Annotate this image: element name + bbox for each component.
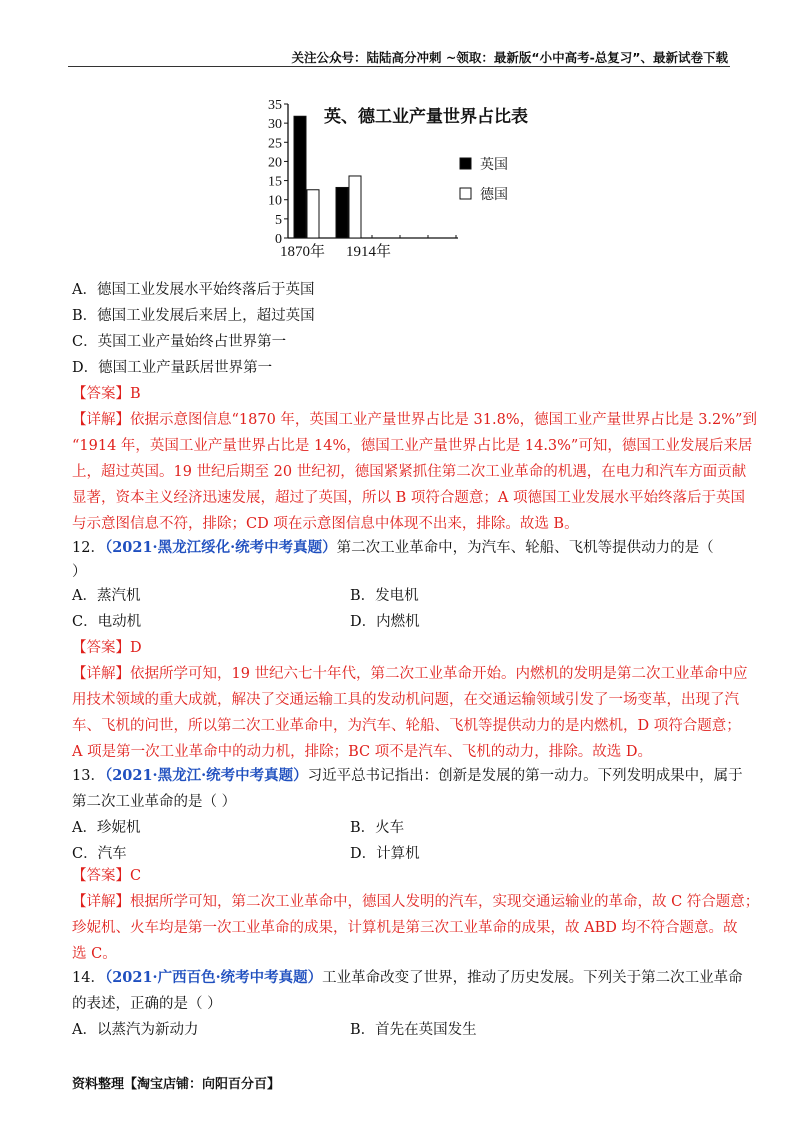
y-tick-label: 10	[268, 193, 282, 209]
page-footer: 资料整理【淘宝店铺：向阳百分百】	[72, 1077, 281, 1092]
q13-stem-text: 习近平总书记指出：创新是发展的第一动力。下列发明成果中，属于	[307, 768, 743, 784]
y-tick-label: 0	[275, 232, 282, 247]
q13-option-c: C．汽车	[72, 846, 127, 862]
q12-detail-line: A 项是第一次工业革命中的动力机，排除；BC 项不是汽车、飞机的动力，排除。故选 D。	[72, 744, 652, 760]
q11-option-b: B．德国工业发展后来居上，超过英国	[72, 308, 315, 324]
chart-title: 英、德工业产量世界占比表	[324, 107, 528, 127]
q11-answer: 【答案】B	[72, 386, 141, 402]
q14-stem	[72, 968, 743, 988]
industry-share-chart	[258, 100, 548, 268]
y-tick-label: 15	[268, 174, 282, 190]
q14-option-a: A．以蒸汽为新动力	[72, 1022, 199, 1038]
q13-option-b: B．火车	[350, 820, 405, 836]
q12-stem-cont: ）	[72, 564, 87, 580]
q11-option-c: C．英国工业产量始终占世界第一	[72, 334, 287, 350]
q13-stem	[72, 766, 743, 786]
bar-uk	[336, 187, 348, 238]
q13-source: （2021·黑龙江·统考中考真题）	[104, 767, 308, 784]
q11-option-a: A．德国工业发展水平始终落后于英国	[72, 282, 315, 298]
q12-stem	[72, 538, 714, 558]
q12-stem-text: 第二次工业革命中，为汽车、轮船、飞机等提供动力的是（	[336, 540, 714, 556]
q13-detail-line: 选 C。	[72, 946, 117, 962]
x-category-label: 1870年	[280, 244, 326, 260]
q12-detail-line: 【详解】依据所学可知，19 世纪六七十年代，第二次工业革命开始。内燃机的发明是第二次工业革命中应	[72, 666, 748, 682]
q11-detail-line: 显著，资本主义经济迅速发展，超过了英国，所以 B 项符合题意；A 项德国工业发展水平始终落后于英国	[72, 490, 745, 506]
header-divider	[68, 66, 730, 67]
legend-label: 德国	[480, 187, 508, 203]
q13-answer: 【答案】C	[72, 868, 142, 884]
y-tick-label: 20	[268, 155, 282, 171]
y-tick-label: 35	[268, 100, 282, 113]
q14-stem-cont: 的表述，正确的是（ ）	[72, 996, 222, 1012]
chart-svg	[258, 100, 548, 268]
legend-label: 英国	[480, 157, 508, 173]
q11-detail-line: 与示意图信息不符，排除；CD 项在示意图信息中体现不出来，排除。故选 B。	[72, 516, 579, 532]
bar-de	[307, 190, 319, 238]
q11-option-d: D．德国工业产量跃居世界第一	[72, 360, 273, 376]
q13-option-d: D．计算机	[350, 846, 420, 862]
q13-detail-line: 【详解】根据所学可知，第二次工业革命中，德国人发明的汽车，实现交通运输业的革命，故 C 符合题意；	[72, 894, 760, 910]
bar-de	[349, 176, 361, 238]
q14-stem-text: 工业革命改变了世界，推动了历史发展。下列关于第二次工业革命	[322, 970, 743, 986]
y-tick-label: 25	[268, 136, 282, 152]
legend-swatch	[460, 158, 471, 169]
q12-option-a: A．蒸汽机	[72, 588, 141, 604]
q12-option-c: C．电动机	[72, 614, 142, 630]
q12-detail-line: 车、飞机的问世，所以第二次工业革命中，为汽车、轮船、飞机等提供动力的是内燃机，D 项符合题意；	[72, 718, 741, 734]
q12-detail-line: 用技术领域的重大成就，解决了交通运输工具的发动机问题，在交通运输领域引发了一场变革，出现了汽	[72, 692, 739, 708]
q12-option-b: B．发电机	[350, 588, 419, 604]
q14-option-b: B．首先在英国发生	[350, 1022, 477, 1038]
q12-option-d: D．内燃机	[350, 614, 420, 630]
q14-number: 14．	[72, 970, 105, 986]
q11-detail-line: 【详解】依据示意图信息“1870 年，英国工业产量世界占比是 31.8%，德国工业产量世界占比是 3.2%”到	[72, 412, 757, 428]
q13-number: 13．	[72, 768, 105, 784]
q11-detail-line: “1914 年，英国工业产量世界占比是 14%，德国工业产量世界占比是 14.3%”可知，德国工业发展后来居	[72, 438, 753, 454]
q13-option-a: A．珍妮机	[72, 820, 141, 836]
legend-swatch	[460, 188, 471, 199]
q13-detail-line: 珍妮机、火车均是第一次工业革命的成果，计算机是第三次工业革命的成果，故 ABD 均不符合题意。故	[72, 920, 738, 936]
q14-source: （2021·广西百色·统考中考真题）	[104, 969, 323, 986]
q12-answer: 【答案】D	[72, 640, 142, 656]
q13-stem-cont: 第二次工业革命的是（ ）	[72, 794, 237, 810]
q12-number: 12．	[72, 540, 105, 556]
y-tick-label: 5	[275, 212, 282, 228]
bar-uk	[294, 116, 306, 238]
page-header: 关注公众号：陆陆高分冲刺 ~领取：最新版“小中高考-总复习”、最新试卷下载	[291, 50, 728, 65]
x-category-label: 1914年	[346, 244, 392, 260]
y-tick-label: 30	[268, 117, 282, 133]
q11-detail-line: 上，超过英国。19 世纪后期至 20 世纪初，德国紧紧抓住第二次工业革命的机遇，在电力和汽车方面贡献	[72, 464, 747, 480]
q12-source: （2021·黑龙江绥化·统考中考真题）	[104, 539, 337, 556]
